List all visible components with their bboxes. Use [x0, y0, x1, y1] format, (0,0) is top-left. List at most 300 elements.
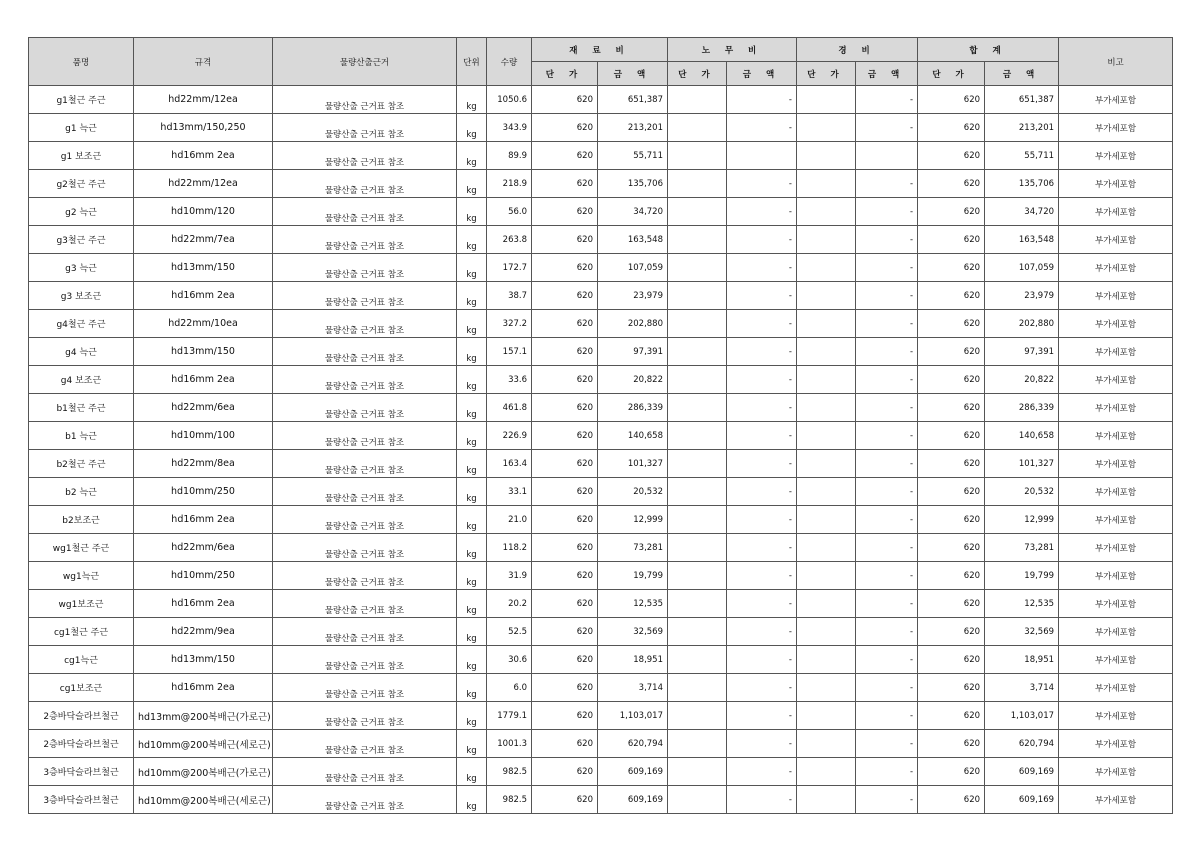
- row-spec: hd13mm/150,250: [134, 114, 273, 142]
- row-unit: kg: [457, 338, 487, 366]
- row-labor-unit-price: [668, 282, 727, 310]
- table-row: [29, 646, 1173, 674]
- row-total-unit-price: 620: [918, 534, 985, 562]
- row-labor-amount: -: [727, 786, 797, 814]
- row-spec: hd10mm@200복배근(세로근): [134, 730, 273, 758]
- row-expense-amount: -: [856, 170, 918, 198]
- row-name: g4 보조근: [29, 366, 134, 394]
- row-material-amount: 140,658: [598, 422, 668, 450]
- row-spec: hd16mm 2ea: [134, 590, 273, 618]
- row-qty: 343.9: [487, 114, 532, 142]
- row-unit: kg: [457, 170, 487, 198]
- row-remark: 부가세포함: [1059, 394, 1173, 422]
- row-material-unit-price: 620: [532, 758, 598, 786]
- row-basis: 물량산출 근거표 참조: [273, 702, 457, 730]
- row-material-amount: 32,569: [598, 618, 668, 646]
- header-expense-unit-price: 단 가: [797, 62, 856, 86]
- row-qty: 31.9: [487, 562, 532, 590]
- row-total-amount: 213,201: [985, 114, 1059, 142]
- row-total-amount: 20,532: [985, 478, 1059, 506]
- row-qty: 226.9: [487, 422, 532, 450]
- header-qty: 수량: [487, 38, 532, 86]
- row-labor-amount: -: [727, 310, 797, 338]
- row-labor-unit-price: [668, 534, 727, 562]
- table-row: [29, 310, 1173, 338]
- row-spec: hd10mm@200복배근(가로근): [134, 758, 273, 786]
- row-qty: 56.0: [487, 198, 532, 226]
- row-remark: 부가세포함: [1059, 198, 1173, 226]
- row-unit: kg: [457, 478, 487, 506]
- row-spec: hd22mm/12ea: [134, 86, 273, 114]
- row-remark: 부가세포함: [1059, 730, 1173, 758]
- row-name: g1철근 주근: [29, 86, 134, 114]
- row-qty: 1050.6: [487, 86, 532, 114]
- table-row: [29, 534, 1173, 562]
- row-total-unit-price: 620: [918, 254, 985, 282]
- row-labor-unit-price: [668, 674, 727, 702]
- row-material-amount: 97,391: [598, 338, 668, 366]
- row-name: 3층바닥슬라브철근: [29, 786, 134, 814]
- row-total-unit-price: 620: [918, 730, 985, 758]
- row-material-amount: 73,281: [598, 534, 668, 562]
- row-total-unit-price: 620: [918, 646, 985, 674]
- row-qty: 89.9: [487, 142, 532, 170]
- row-labor-unit-price: [668, 758, 727, 786]
- row-name: cg1철근 주근: [29, 618, 134, 646]
- row-expense-unit-price: [797, 114, 856, 142]
- row-labor-amount: -: [727, 170, 797, 198]
- row-labor-amount: -: [727, 674, 797, 702]
- row-name: g2 늑근: [29, 198, 134, 226]
- row-material-amount: 213,201: [598, 114, 668, 142]
- row-qty: 163.4: [487, 450, 532, 478]
- row-labor-unit-price: [668, 254, 727, 282]
- row-unit: kg: [457, 450, 487, 478]
- row-expense-amount: -: [856, 282, 918, 310]
- row-name: 2층바닥슬라브철근: [29, 730, 134, 758]
- row-expense-unit-price: [797, 702, 856, 730]
- row-labor-unit-price: [668, 366, 727, 394]
- row-spec: hd16mm 2ea: [134, 142, 273, 170]
- row-labor-amount: -: [727, 86, 797, 114]
- row-expense-amount: -: [856, 86, 918, 114]
- row-expense-amount: -: [856, 506, 918, 534]
- row-spec: hd16mm 2ea: [134, 366, 273, 394]
- row-expense-unit-price: [797, 590, 856, 618]
- row-material-unit-price: 620: [532, 590, 598, 618]
- row-total-amount: 20,822: [985, 366, 1059, 394]
- row-total-amount: 18,951: [985, 646, 1059, 674]
- row-expense-amount: -: [856, 590, 918, 618]
- row-remark: 부가세포함: [1059, 590, 1173, 618]
- row-unit: kg: [457, 114, 487, 142]
- row-material-unit-price: 620: [532, 226, 598, 254]
- row-remark: 부가세포함: [1059, 282, 1173, 310]
- row-basis: 물량산출 근거표 참조: [273, 338, 457, 366]
- row-unit: kg: [457, 506, 487, 534]
- row-labor-unit-price: [668, 86, 727, 114]
- table-row: [29, 198, 1173, 226]
- row-spec: hd13mm/150: [134, 338, 273, 366]
- row-unit: kg: [457, 590, 487, 618]
- row-expense-unit-price: [797, 226, 856, 254]
- row-material-amount: 609,169: [598, 786, 668, 814]
- header-material-cost: 재 료 비: [532, 38, 668, 62]
- row-qty: 172.7: [487, 254, 532, 282]
- row-remark: 부가세포함: [1059, 86, 1173, 114]
- row-qty: 1779.1: [487, 702, 532, 730]
- row-material-unit-price: 620: [532, 114, 598, 142]
- row-unit: kg: [457, 198, 487, 226]
- row-basis: 물량산출 근거표 참조: [273, 506, 457, 534]
- row-material-amount: 609,169: [598, 758, 668, 786]
- row-material-unit-price: 620: [532, 730, 598, 758]
- row-total-amount: 140,658: [985, 422, 1059, 450]
- row-labor-amount: -: [727, 562, 797, 590]
- row-unit: kg: [457, 646, 487, 674]
- row-expense-amount: -: [856, 394, 918, 422]
- row-name: wg1철근 주근: [29, 534, 134, 562]
- row-basis: 물량산출 근거표 참조: [273, 86, 457, 114]
- table-row: [29, 674, 1173, 702]
- row-expense-amount: -: [856, 338, 918, 366]
- row-material-unit-price: 620: [532, 142, 598, 170]
- row-material-amount: 135,706: [598, 170, 668, 198]
- row-labor-amount: -: [727, 758, 797, 786]
- row-qty: 33.1: [487, 478, 532, 506]
- row-total-unit-price: 620: [918, 422, 985, 450]
- table-row: [29, 478, 1173, 506]
- row-labor-unit-price: [668, 618, 727, 646]
- row-material-unit-price: 620: [532, 702, 598, 730]
- row-expense-unit-price: [797, 562, 856, 590]
- row-total-unit-price: 620: [918, 114, 985, 142]
- row-material-unit-price: 620: [532, 450, 598, 478]
- header-expense: 경 비: [797, 38, 918, 62]
- table-row: [29, 786, 1173, 814]
- row-expense-unit-price: [797, 758, 856, 786]
- row-total-amount: 12,535: [985, 590, 1059, 618]
- row-total-amount: 135,706: [985, 170, 1059, 198]
- row-unit: kg: [457, 142, 487, 170]
- row-name: b2 늑근: [29, 478, 134, 506]
- table-row: [29, 366, 1173, 394]
- row-expense-amount: -: [856, 730, 918, 758]
- row-labor-unit-price: [668, 114, 727, 142]
- row-total-unit-price: 620: [918, 702, 985, 730]
- row-expense-amount: -: [856, 786, 918, 814]
- row-basis: 물량산출 근거표 참조: [273, 254, 457, 282]
- row-total-amount: 3,714: [985, 674, 1059, 702]
- row-qty: 982.5: [487, 758, 532, 786]
- row-remark: 부가세포함: [1059, 226, 1173, 254]
- row-expense-amount: -: [856, 366, 918, 394]
- row-total-unit-price: 620: [918, 310, 985, 338]
- row-material-unit-price: 620: [532, 506, 598, 534]
- row-remark: 부가세포함: [1059, 310, 1173, 338]
- row-unit: kg: [457, 618, 487, 646]
- row-total-unit-price: 620: [918, 450, 985, 478]
- row-labor-unit-price: [668, 198, 727, 226]
- row-total-amount: 32,569: [985, 618, 1059, 646]
- row-basis: 물량산출 근거표 참조: [273, 730, 457, 758]
- table-row: [29, 394, 1173, 422]
- row-spec: hd16mm 2ea: [134, 506, 273, 534]
- row-material-amount: 12,999: [598, 506, 668, 534]
- header-labor-unit-price: 단 가: [668, 62, 727, 86]
- row-remark: 부가세포함: [1059, 366, 1173, 394]
- row-spec: hd13mm/150: [134, 646, 273, 674]
- row-expense-unit-price: [797, 86, 856, 114]
- row-expense-amount: -: [856, 226, 918, 254]
- row-expense-amount: -: [856, 674, 918, 702]
- row-total-amount: 23,979: [985, 282, 1059, 310]
- row-unit: kg: [457, 310, 487, 338]
- row-total-amount: 97,391: [985, 338, 1059, 366]
- row-labor-unit-price: [668, 730, 727, 758]
- header-total-amount: 금 액: [985, 62, 1059, 86]
- row-basis: 물량산출 근거표 참조: [273, 394, 457, 422]
- row-spec: hd13mm@200복배근(가로근): [134, 702, 273, 730]
- row-remark: 부가세포함: [1059, 702, 1173, 730]
- row-material-unit-price: 620: [532, 618, 598, 646]
- row-material-amount: 18,951: [598, 646, 668, 674]
- row-spec: hd13mm/150: [134, 254, 273, 282]
- table-body: [29, 86, 1173, 814]
- row-total-unit-price: 620: [918, 478, 985, 506]
- row-labor-unit-price: [668, 142, 727, 170]
- row-unit: kg: [457, 786, 487, 814]
- row-total-amount: 609,169: [985, 758, 1059, 786]
- row-name: cg1늑근: [29, 646, 134, 674]
- row-material-amount: 20,822: [598, 366, 668, 394]
- row-name: g2철근 주근: [29, 170, 134, 198]
- row-unit: kg: [457, 254, 487, 282]
- row-expense-amount: [856, 142, 918, 170]
- row-unit: kg: [457, 758, 487, 786]
- row-name: wg1늑근: [29, 562, 134, 590]
- header-spec: 규격: [134, 38, 273, 86]
- row-total-amount: 202,880: [985, 310, 1059, 338]
- row-total-unit-price: 620: [918, 590, 985, 618]
- row-total-unit-price: 620: [918, 226, 985, 254]
- row-spec: hd16mm 2ea: [134, 282, 273, 310]
- row-remark: 부가세포함: [1059, 786, 1173, 814]
- row-name: g1 늑근: [29, 114, 134, 142]
- row-total-unit-price: 620: [918, 394, 985, 422]
- row-unit: kg: [457, 562, 487, 590]
- row-material-unit-price: 620: [532, 282, 598, 310]
- row-spec: hd22mm/9ea: [134, 618, 273, 646]
- row-material-unit-price: 620: [532, 86, 598, 114]
- row-basis: 물량산출 근거표 참조: [273, 450, 457, 478]
- row-qty: 38.7: [487, 282, 532, 310]
- row-basis: 물량산출 근거표 참조: [273, 590, 457, 618]
- row-qty: 327.2: [487, 310, 532, 338]
- row-remark: 부가세포함: [1059, 254, 1173, 282]
- row-unit: kg: [457, 674, 487, 702]
- row-basis: 물량산출 근거표 참조: [273, 422, 457, 450]
- row-remark: 부가세포함: [1059, 618, 1173, 646]
- row-total-unit-price: 620: [918, 618, 985, 646]
- table-row: [29, 590, 1173, 618]
- row-name: cg1보조근: [29, 674, 134, 702]
- table-row: [29, 114, 1173, 142]
- row-qty: 21.0: [487, 506, 532, 534]
- row-qty: 218.9: [487, 170, 532, 198]
- row-name: b2보조근: [29, 506, 134, 534]
- row-basis: 물량산출 근거표 참조: [273, 282, 457, 310]
- header-total-unit-price: 단 가: [918, 62, 985, 86]
- table-row: [29, 282, 1173, 310]
- row-expense-unit-price: [797, 366, 856, 394]
- table-row: [29, 422, 1173, 450]
- table-row: [29, 758, 1173, 786]
- row-basis: 물량산출 근거표 참조: [273, 786, 457, 814]
- row-material-unit-price: 620: [532, 534, 598, 562]
- row-spec: hd22mm/12ea: [134, 170, 273, 198]
- row-expense-unit-price: [797, 310, 856, 338]
- row-total-amount: 19,799: [985, 562, 1059, 590]
- row-unit: kg: [457, 226, 487, 254]
- row-material-amount: 202,880: [598, 310, 668, 338]
- row-expense-unit-price: [797, 534, 856, 562]
- row-name: g4철근 주근: [29, 310, 134, 338]
- row-material-unit-price: 620: [532, 366, 598, 394]
- row-expense-unit-price: [797, 142, 856, 170]
- row-spec: hd10mm/250: [134, 478, 273, 506]
- row-total-unit-price: 620: [918, 170, 985, 198]
- row-labor-unit-price: [668, 786, 727, 814]
- row-material-amount: 286,339: [598, 394, 668, 422]
- row-labor-amount: -: [727, 702, 797, 730]
- row-qty: 157.1: [487, 338, 532, 366]
- row-expense-amount: -: [856, 198, 918, 226]
- row-name: g3 보조근: [29, 282, 134, 310]
- row-basis: 물량산출 근거표 참조: [273, 674, 457, 702]
- row-expense-unit-price: [797, 674, 856, 702]
- row-expense-amount: -: [856, 758, 918, 786]
- row-labor-unit-price: [668, 506, 727, 534]
- row-spec: hd10mm@200복배근(세로근): [134, 786, 273, 814]
- row-total-unit-price: 620: [918, 282, 985, 310]
- row-basis: 물량산출 근거표 참조: [273, 142, 457, 170]
- row-expense-unit-price: [797, 450, 856, 478]
- row-qty: 52.5: [487, 618, 532, 646]
- row-total-unit-price: 620: [918, 142, 985, 170]
- row-material-amount: 651,387: [598, 86, 668, 114]
- table-row: [29, 86, 1173, 114]
- row-labor-amount: -: [727, 394, 797, 422]
- row-total-amount: 55,711: [985, 142, 1059, 170]
- row-qty: 263.8: [487, 226, 532, 254]
- row-unit: kg: [457, 702, 487, 730]
- row-expense-unit-price: [797, 394, 856, 422]
- row-basis: 물량산출 근거표 참조: [273, 170, 457, 198]
- row-expense-unit-price: [797, 618, 856, 646]
- row-labor-amount: -: [727, 226, 797, 254]
- row-name: b1철근 주근: [29, 394, 134, 422]
- row-name: g3 늑근: [29, 254, 134, 282]
- row-total-amount: 12,999: [985, 506, 1059, 534]
- row-expense-amount: -: [856, 534, 918, 562]
- row-expense-amount: -: [856, 646, 918, 674]
- row-name: wg1보조근: [29, 590, 134, 618]
- row-expense-unit-price: [797, 198, 856, 226]
- table-row: [29, 730, 1173, 758]
- row-material-unit-price: 620: [532, 310, 598, 338]
- row-total-amount: 286,339: [985, 394, 1059, 422]
- header-basis: 물량산출근거: [273, 38, 457, 86]
- row-spec: hd10mm/250: [134, 562, 273, 590]
- row-labor-amount: -: [727, 338, 797, 366]
- table-row: [29, 562, 1173, 590]
- row-name: g4 늑근: [29, 338, 134, 366]
- row-basis: 물량산출 근거표 참조: [273, 114, 457, 142]
- row-total-amount: 34,720: [985, 198, 1059, 226]
- row-total-unit-price: 620: [918, 338, 985, 366]
- row-remark: 부가세포함: [1059, 478, 1173, 506]
- row-remark: 부가세포함: [1059, 646, 1173, 674]
- row-material-amount: 1,103,017: [598, 702, 668, 730]
- header-labor-cost: 노 무 비: [668, 38, 797, 62]
- row-expense-amount: -: [856, 450, 918, 478]
- row-material-amount: 23,979: [598, 282, 668, 310]
- row-labor-amount: -: [727, 590, 797, 618]
- row-name: g3철근 주근: [29, 226, 134, 254]
- row-labor-unit-price: [668, 702, 727, 730]
- row-material-amount: 55,711: [598, 142, 668, 170]
- row-basis: 물량산출 근거표 참조: [273, 226, 457, 254]
- row-unit: kg: [457, 282, 487, 310]
- row-material-amount: 101,327: [598, 450, 668, 478]
- row-material-unit-price: 620: [532, 198, 598, 226]
- row-remark: 부가세포함: [1059, 674, 1173, 702]
- row-total-unit-price: 620: [918, 562, 985, 590]
- row-expense-unit-price: [797, 282, 856, 310]
- row-labor-unit-price: [668, 310, 727, 338]
- row-labor-unit-price: [668, 226, 727, 254]
- row-remark: 부가세포함: [1059, 338, 1173, 366]
- row-unit: kg: [457, 534, 487, 562]
- row-total-unit-price: 620: [918, 786, 985, 814]
- row-labor-unit-price: [668, 422, 727, 450]
- row-total-amount: 609,169: [985, 786, 1059, 814]
- row-basis: 물량산출 근거표 참조: [273, 198, 457, 226]
- row-expense-unit-price: [797, 478, 856, 506]
- table-row: [29, 338, 1173, 366]
- row-remark: 부가세포함: [1059, 758, 1173, 786]
- row-material-amount: 34,720: [598, 198, 668, 226]
- row-remark: 부가세포함: [1059, 142, 1173, 170]
- row-material-amount: 620,794: [598, 730, 668, 758]
- row-material-amount: 3,714: [598, 674, 668, 702]
- row-remark: 부가세포함: [1059, 170, 1173, 198]
- row-basis: 물량산출 근거표 참조: [273, 478, 457, 506]
- row-basis: 물량산출 근거표 참조: [273, 310, 457, 338]
- row-name: b2철근 주근: [29, 450, 134, 478]
- header-total: 합 계: [918, 38, 1059, 62]
- header-expense-amount: 금 액: [856, 62, 918, 86]
- row-material-amount: 107,059: [598, 254, 668, 282]
- row-remark: 부가세포함: [1059, 534, 1173, 562]
- row-labor-amount: -: [727, 534, 797, 562]
- row-basis: 물량산출 근거표 참조: [273, 758, 457, 786]
- row-material-unit-price: 620: [532, 254, 598, 282]
- row-labor-unit-price: [668, 562, 727, 590]
- row-total-unit-price: 620: [918, 506, 985, 534]
- row-labor-amount: -: [727, 730, 797, 758]
